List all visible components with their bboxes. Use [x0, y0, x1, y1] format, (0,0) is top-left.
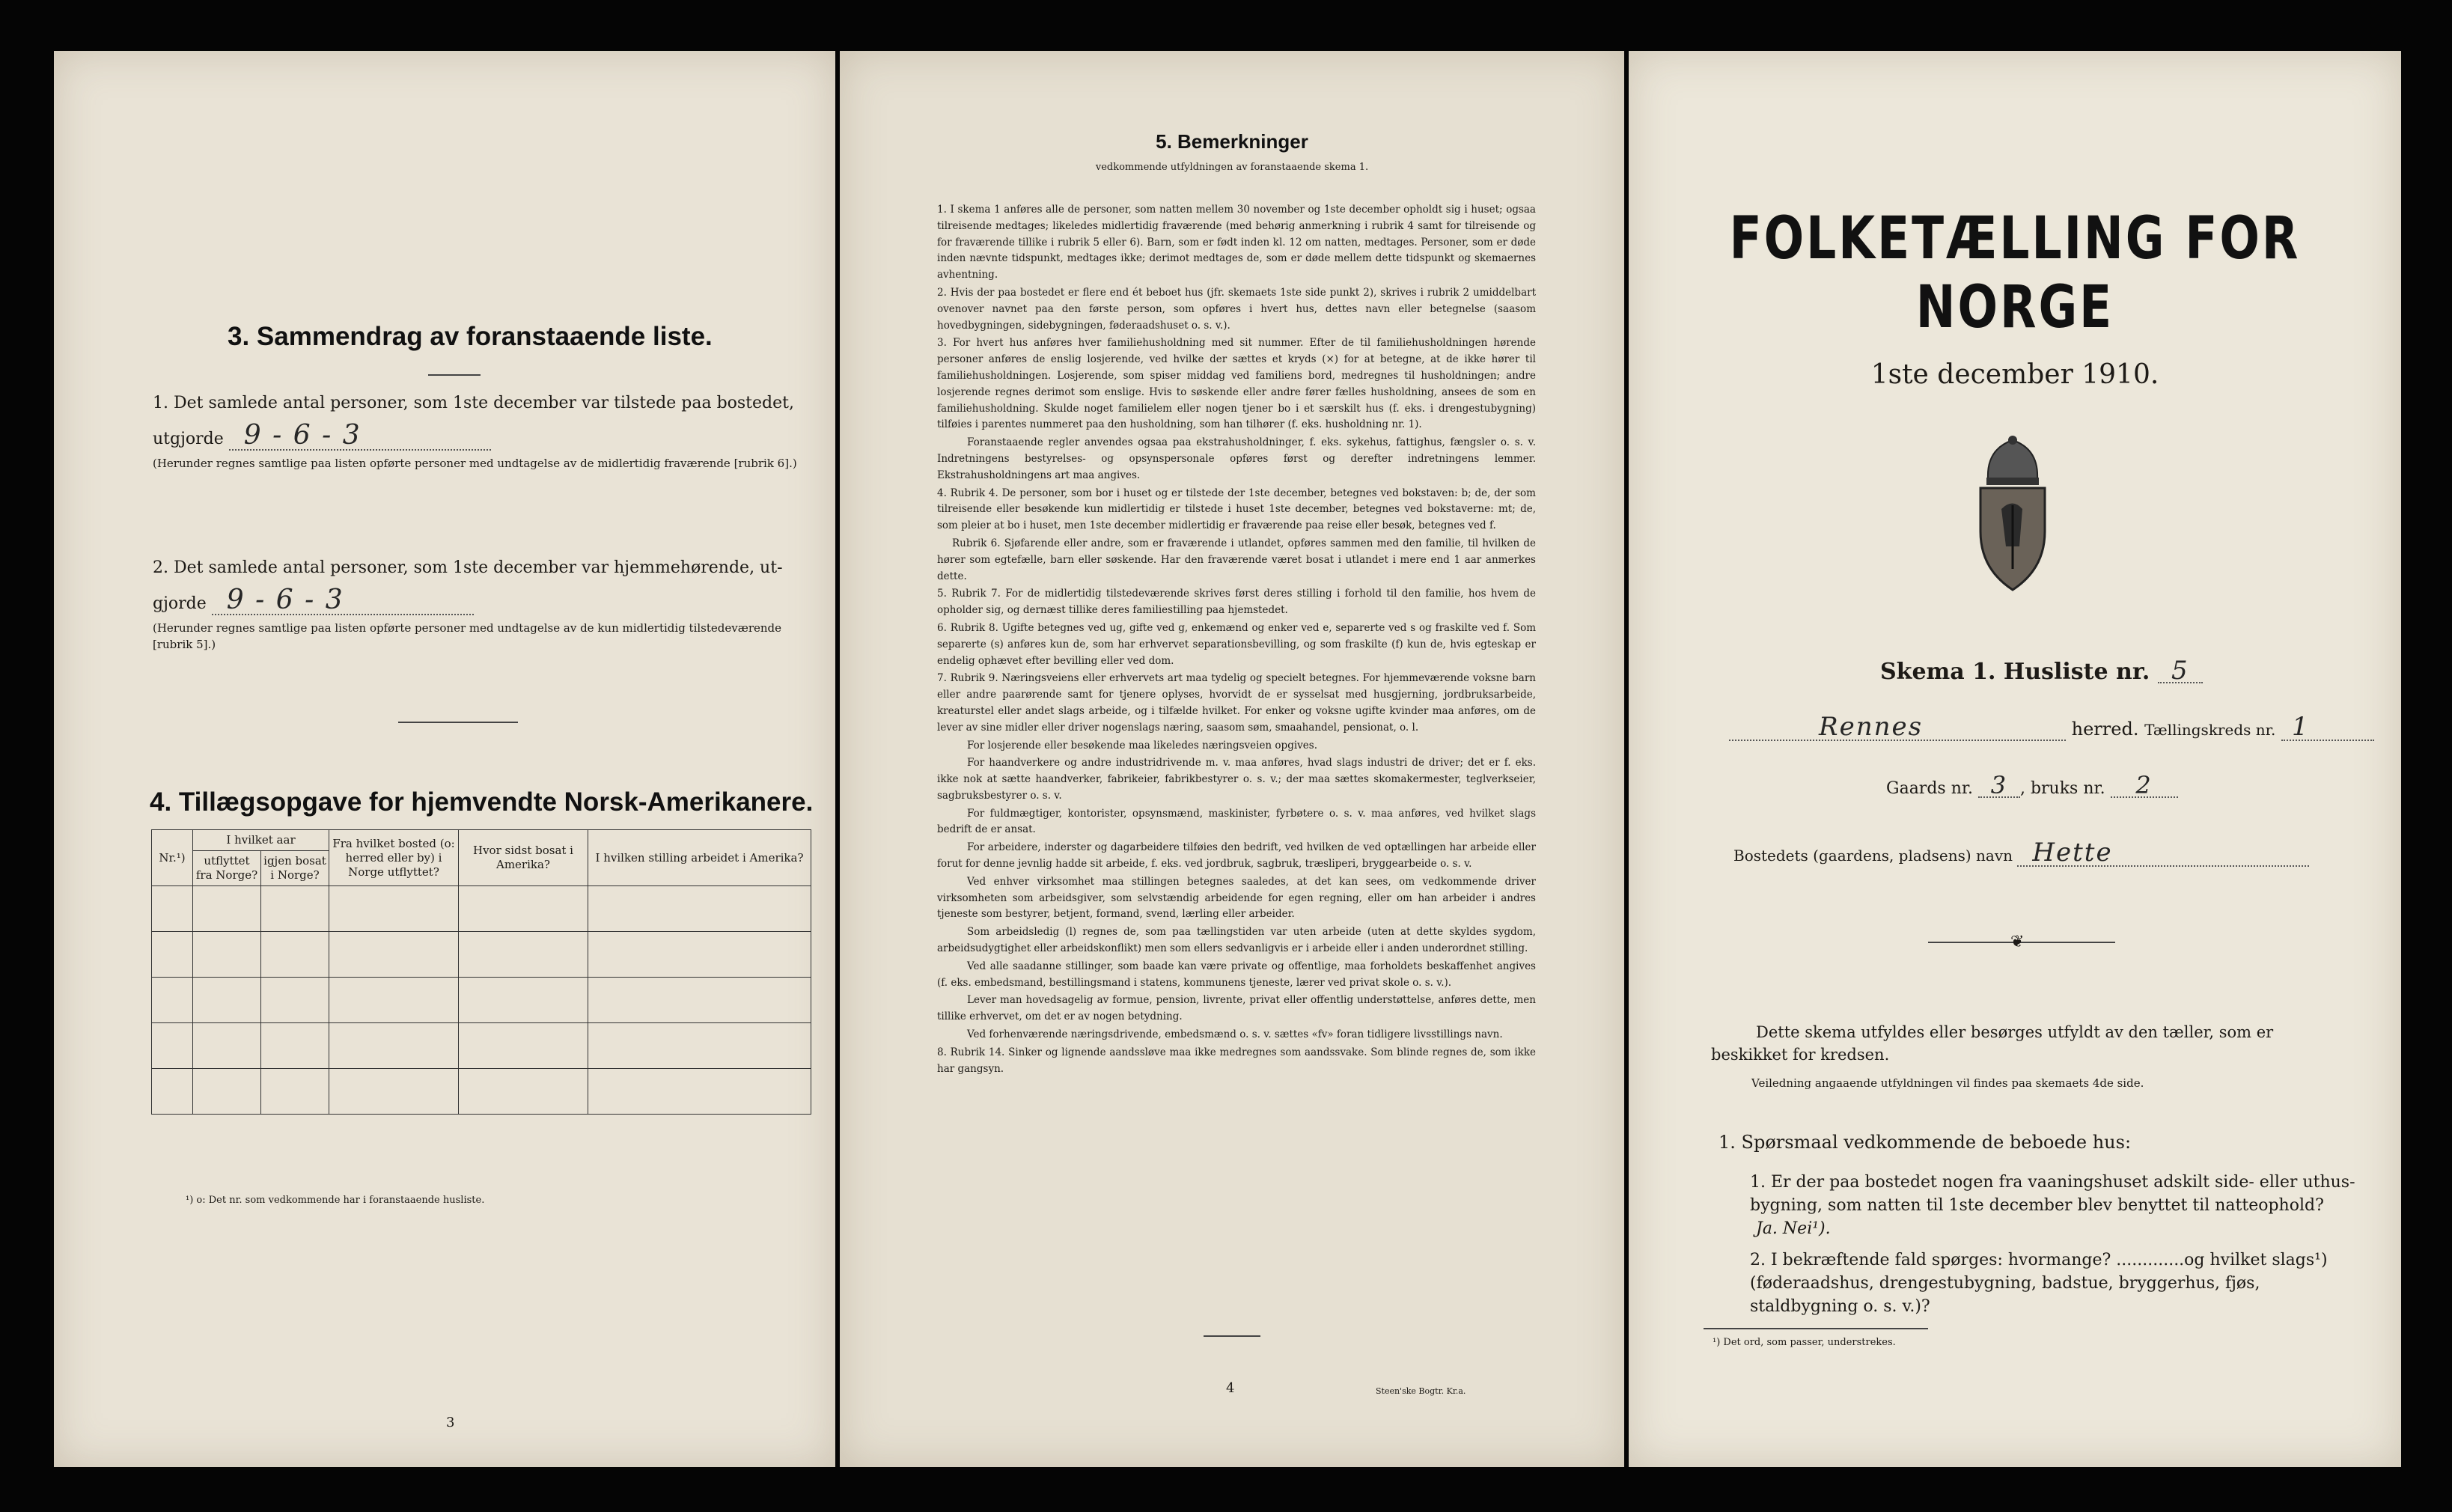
- herred-line: [1729, 714, 2374, 741]
- item-2-prefix: gjorde: [153, 594, 207, 613]
- remark-5: 5. Rubrik 7. For de midlertidig tilstedeværende skrives først deres stilling i forhold til den familie, hos hvem de opholder sig, og dernæst tillike deres familiestilling paa hjemstedet.: [937, 588, 1536, 617]
- intro-text: Dette skema utfyldes eller besørges utfyldt av den tæller, som er beskikket for kredsen.: [1711, 1023, 2274, 1064]
- table-footnote: ¹) o: Det nr. som vedkommende har i foranstaaende husliste.: [186, 1195, 485, 1206]
- question-2: 2. I bekræftende fald spørges: hvormange? .............og hvilket slags¹) (føderaadshus, drengestubygning, badstue, bryggerhus, fjøs, staldbygning o. s. v.)?: [1750, 1251, 2328, 1316]
- ornament-icon: ❦: [2010, 933, 2025, 951]
- remark-8: 8. Rubrik 14. Sinker og lignende aandssløve maa ikke medregnes som aandssvake. Som blinde regnes de, som ikke har gangsyn.: [937, 1046, 1536, 1075]
- page-number: 3: [446, 1415, 455, 1430]
- remark-4b: Rubrik 6. Sjøfarende eller andre, som er fraværende i utlandet, opføres sammen med den familie, til hvilken de hører som egtefælle, barn eller søskende. Har den fraværende været bosat i utlandet i mere end 1 aar anmerkes dette.: [937, 537, 1536, 582]
- remark-4: 4. Rubrik 4. De personer, som bor i huset og er tilstede der 1ste december, betegnes ved bokstaven: b; de, der som tilreisende eller besøkende kun midlertidig er tilstede i huset 1ste december, betegnes ved bokstaverne: mt; de, som pleier at bo i huset, men 1ste december midlertidig er fraværende paa reise eller besøk, betegnes ved f.: [937, 487, 1536, 532]
- divider: [398, 722, 518, 723]
- remark-7b: For losjerende eller besøkende maa likeledes næringsveien opgives.: [967, 739, 1317, 752]
- col-stilling: I hvilken stilling arbeidet i Amerika?: [588, 830, 811, 886]
- item-2-value: 9 - 6 - 3: [212, 587, 474, 615]
- bruks-value: 2: [2111, 774, 2178, 798]
- bosted-value: Hette: [2017, 840, 2309, 867]
- remark-7f: Ved enhver virksomhet maa stillingen betegnes saaledes, at det kan sees, om vedkommende driver virksomheten som arbeidsgiver, som selvstændig arbeidende for egen regning, eller om han arbeider i andres tjeneste som bestyrer, betjent, formand, svend, lærling eller arbeider.: [937, 875, 1536, 921]
- gaard-label: Gaards nr.: [1886, 779, 1973, 798]
- bosted-label: Bostedets (gaardens, pladsens) navn: [1733, 847, 2013, 865]
- remarks-subtitle: vedkommende utfyldningen av foranstaaende skema 1.: [1095, 162, 1369, 173]
- bruks-label: , bruks nr.: [2019, 779, 2105, 798]
- remark-2: 2. Hvis der paa bostedet er flere end ét beboet hus (jfr. skemaets 1ste side punkt 2), skrives i rubrik 2 umiddelbart ovenover navnet paa den første person, som opføres i hvert hus, dettes navn eller betegnelse (saasom hovedbygningen, sidebygningen, føderaadshuset o. s. v.).: [937, 286, 1536, 332]
- skema-line: [1880, 656, 2203, 686]
- husliste-nr-value: 5: [2158, 659, 2203, 683]
- col-nr: Nr.¹): [152, 830, 193, 886]
- bosted-line: [1733, 840, 2309, 867]
- skema-label: Skema 1. Husliste nr.: [1880, 659, 2150, 685]
- remark-7d: For fuldmægtiger, kontorister, opsynsmænd, maskinister, fyrbøtere o. s. v. maa anføres, ved hvilket slags bedrift de er ansat.: [937, 807, 1536, 836]
- herred-value: Rennes: [1729, 714, 2066, 741]
- remark-1: 1. I skema 1 anføres alle de personer, som natten mellem 30 november og 1ste december opholdt sig i huset; ogsaa tilreisende medtages; likeledes midlertidig fraværende (med behørig anmerkning i rubrik 4 samt for tilreisende og for fraværende tillike i rubrik 5 eller 6). Barn, som er født inden kl. 12 om natten, medtages. Personer, som er døde inden nævnte tidspunkt, medtages ikke; derimot medtages de, som er døde mellem dette tidspunkt og skemaernes avhentning.: [937, 204, 1536, 281]
- gaard-value: 3: [1978, 774, 2020, 798]
- main-title: FOLKETÆLLING FOR NORGE: [1729, 204, 2301, 341]
- page-number: 4: [1226, 1380, 1235, 1396]
- section-3-title: 3. Sammendrag av foranstaaende liste.: [228, 322, 713, 351]
- herred-label: herred.: [2071, 719, 2139, 740]
- remark-6: 6. Rubrik 8. Ugifte betegnes ved ug, gifte ved g, enkemænd og enker ved e, separerte ved s og fraskilte ved f. Som separerte (s) anføres kun de, som har erhvervet separationsbevilling, og som fraskilte (f) kun de, hvis egteskap er endelig ophævet efter bevilling eller ved dom.: [937, 621, 1536, 667]
- remark-3: 3. For hvert hus anføres hver familiehusholdning med sit nummer. Efter de til familiehusholdningen hørende personer anføres de enslig losjerende, ved hvilke der sættes et kryds (×) for at betegne, at de ikke hører til familiehusholdningen. Losjerende, som spiser middag ved familiens bord, medregnes til husholdningen; andre losjerende regnes derimot som enslige. Hvis to søskende eller andre fører fælles husholdning, ansees de som en familiehusholdning. Skulde noget familielem eller nogen tjener bo i et særskilt hus (f. eks. i drengestubygning) tilføies i parentes nummeret paa den husholdning, som han tilhører (f. eks. husholdning nr. 1).: [937, 337, 1536, 431]
- table-row: [152, 932, 811, 978]
- remark-7: 7. Rubrik 9. Næringsveiens eller erhvervets art maa tydelig og specielt betegnes. For hjemmeværende voksne barn eller andre paarørende samt for tjenere oplyses, hvorvidt de er sysselsat med husgjerning, jordbruksarbeide, kreaturstel eller andet slags arbeide, og i tilfælde hvilket. For enker og voksne ugifte kvinder maa anføres, om de lever av sine midler eller driver nogenslags næring, saasom søm, smaahandel, pensionat, o. l.: [937, 672, 1536, 734]
- col-utflyttet: utflyttet fra Norge?: [193, 851, 261, 886]
- remark-7j: Ved forhenværende næringsdrivende, embedsmænd o. s. v. sættes «fv» foran tidligere livsstillings navn.: [967, 1028, 1503, 1041]
- remark-7c: For haandverkere og andre industridrivende m. v. maa anføres, hvad slags industri de driver; det er f. eks. ikke nok at sætte haandverker, fabrikeier, fabrikbestyrer o. s. v.; der maa sættes skomakermester, teglverkseier, sagbruksbestyrer o. s. v.: [937, 757, 1536, 802]
- printer-imprint: Steen'ske Bogtr. Kr.a.: [1376, 1386, 1466, 1396]
- table-row: [152, 978, 811, 1023]
- remark-7e: For arbeidere, inderster og dagarbeidere tilføies den bedrift, ved hvilken de ved optællingen har arbeide eller forut for denne jevnlig hadde sit arbeide, f. eks. ved jordbruk, sagbruk, træsliperi, bryggearbeide o. s. v.: [937, 841, 1536, 871]
- item-1-prefix: utgjorde: [153, 430, 224, 448]
- divider: [428, 374, 481, 376]
- coat-of-arms-icon: [1971, 434, 2054, 599]
- page-3: [54, 51, 835, 1467]
- col-igjen: igjen bosat i Norge?: [261, 851, 329, 886]
- remark-3b: Foranstaaende regler anvendes ogsaa paa ekstrahusholdninger, f. eks. sykehus, fattighus, fængsler o. s. v. Indretningens bestyrelses- og opsynspersonale opføres først og derefter indretningens lemmer. Ekstrahusholdningens art maa angives.: [937, 436, 1536, 481]
- item-2-text: 2. Det samlede antal personer, som 1ste december var hjemmehørende, ut-: [153, 558, 783, 577]
- guide-text: Veiledning angaaende utfyldningen vil findes paa skemaets 4de side.: [1751, 1076, 2144, 1090]
- col-group: I hvilket aar: [193, 830, 329, 851]
- right-footnote: ¹) Det ord, som passer, understrekes.: [1713, 1337, 1896, 1348]
- remark-7g: Som arbeidsledig (l) regnes de, som paa tællingstiden var uten arbeide (uten at dette skyldes sygdom, arbeidsudygtighet eller arbeidskonflikt) men som ellers sedvanligvis er i arbeide eller i anden underordnet stilling.: [937, 926, 1536, 955]
- remarks-list: [937, 202, 1536, 1079]
- question-1-answer: Ja. Nei¹).: [1756, 1219, 1831, 1238]
- norsk-amerikanere-table: [151, 829, 811, 1115]
- summary-item-2: [153, 557, 811, 653]
- question-1-text: 1. Er der paa bostedet nogen fra vaaningshuset adskilt side- eller uthus-bygning, som natten til 1ste december blev benyttet til natteophold?: [1750, 1173, 2355, 1215]
- item-1-note: (Herunder regnes samtlige paa listen opførte personer med undtagelse av de midlertidig fraværende [rubrik 6].): [153, 457, 797, 470]
- col-fra-hvilket: Fra hvilket bosted (o: herred eller by) i Norge utflyttet?: [329, 830, 459, 886]
- census-date: 1ste december 1910.: [1870, 359, 2159, 390]
- kreds-label: Tællingskreds nr.: [2144, 721, 2276, 739]
- summary-item-1: [153, 392, 811, 472]
- page-4: [840, 51, 1624, 1467]
- gaard-line: [1886, 771, 2178, 799]
- question-1: [1750, 1171, 2356, 1240]
- item-1-text: 1. Det samlede antal personer, som 1ste december var tilstede paa bostedet,: [153, 394, 794, 412]
- table-row: [152, 1023, 811, 1069]
- kreds-value: 1: [2281, 714, 2374, 741]
- divider: [1204, 1335, 1260, 1337]
- footnote-rule: [1704, 1328, 1928, 1329]
- item-2-note: (Herunder regnes samtlige paa listen opførte personer med undtagelse av de kun midlertidig tilstedeværende [rubrik 5].): [153, 621, 782, 651]
- question-head: 1. Spørsmaal vedkommende de beboede hus:: [1718, 1132, 2132, 1153]
- item-1-value: 9 - 6 - 3: [229, 422, 491, 451]
- section-4-title: 4. Tillægsopgave for hjemvendte Norsk-Amerikanere.: [150, 787, 814, 817]
- remark-7h: Ved alle saadanne stillinger, som baade kan være private og offentlige, maa forholdets beskaffenhet angives (f. eks. embedsmand, bestillingsmand i statens, kommunens tjeneste, lærer ved privat skole o. s. v.).: [937, 960, 1536, 989]
- page-1-cover: [1629, 51, 2401, 1467]
- remark-7i: Lever man hovedsagelig av formue, pension, livrente, privat eller offentlig understøttelse, anføres dette, men tillike erhvervet, om det er av nogen betydning.: [937, 994, 1536, 1023]
- table-row: [152, 886, 811, 932]
- col-sidst: Hvor sidst bosat i Amerika?: [459, 830, 588, 886]
- remarks-title: 5. Bemerkninger: [1156, 130, 1308, 153]
- table-row: [152, 1069, 811, 1115]
